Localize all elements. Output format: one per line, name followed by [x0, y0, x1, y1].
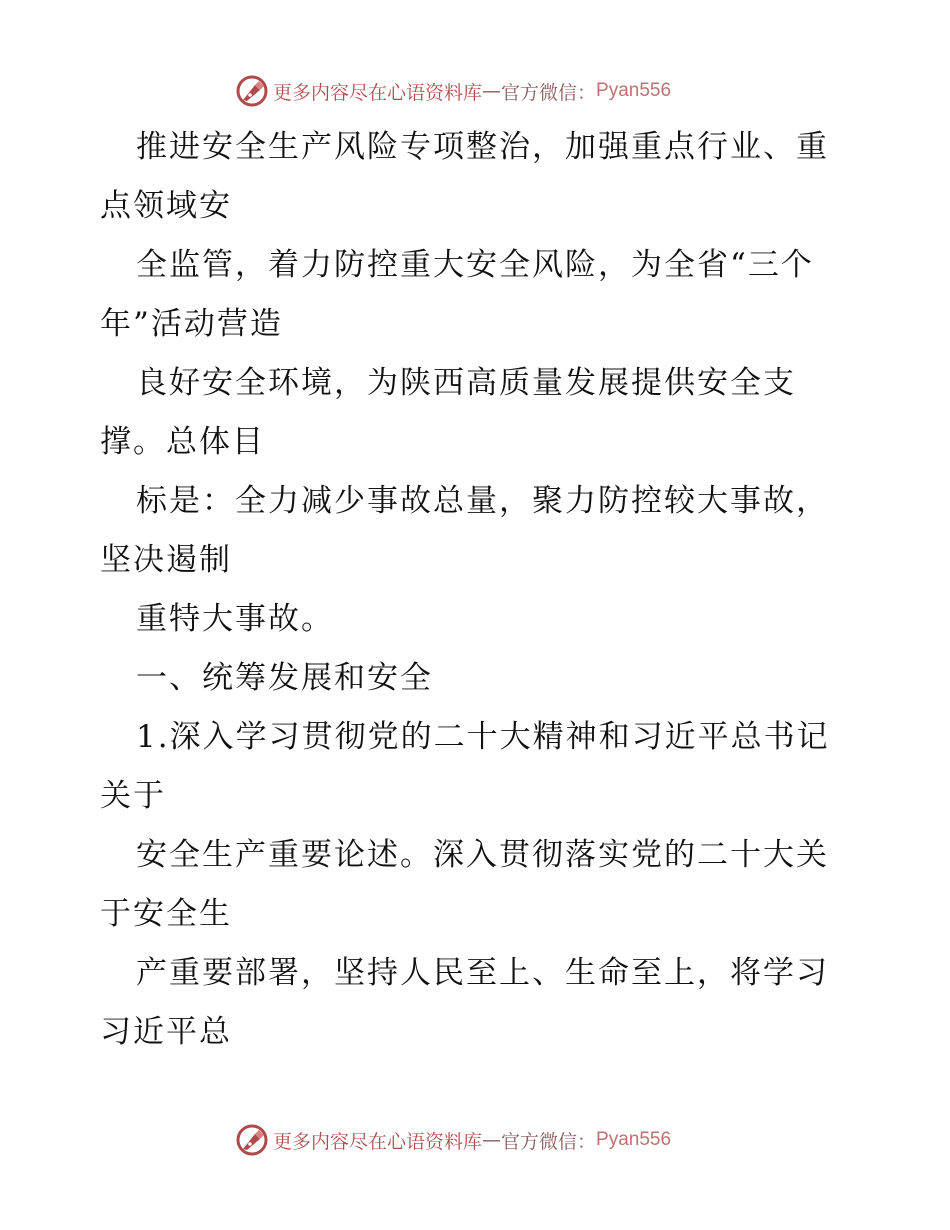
- watermark-site-text: 更多内容尽在心语资料库: [273, 81, 483, 104]
- watermark-site-text: 更多内容尽在心语资料库: [273, 1130, 483, 1153]
- body-line: 点领域安: [100, 188, 232, 224]
- body-line: 习近平总: [100, 1014, 232, 1050]
- body-line: 于安全生: [100, 896, 232, 932]
- body-line: 撑。总体目: [100, 424, 265, 460]
- body-line: 1.深入学习贯彻党的二十大精神和习近平总书记: [136, 719, 830, 755]
- body-line: 坚决遏制: [100, 542, 232, 578]
- body-line: 标是：全力减少事故总量，聚力防控较大事故，: [136, 483, 829, 519]
- header-watermark: [235, 73, 671, 109]
- body-line: 重特大事故。: [136, 601, 334, 637]
- body-line: 良好安全环境，为陕西高质量发展提供安全支: [136, 365, 796, 401]
- pen-nib-circle-icon: [235, 1123, 269, 1157]
- watermark-wechat-id: Pyan556: [596, 1129, 672, 1150]
- footer-watermark: [235, 1122, 671, 1158]
- body-line: 全监管，着力防控重大安全风险，为全省“三个: [136, 247, 814, 283]
- section-heading: 一、统筹发展和安全: [136, 660, 433, 696]
- watermark-wechat-label: 官方微信：: [501, 81, 597, 104]
- pen-nib-circle-icon: [235, 74, 269, 108]
- body-line: 安全生产重要论述。深入贯彻落实党的二十大关: [136, 837, 829, 873]
- document-body: [100, 118, 860, 1062]
- body-line: 产重要部署，坚持人民至上、生命至上，将学习: [136, 955, 829, 991]
- watermark-wechat-id: Pyan556: [596, 80, 672, 101]
- body-line: 关于: [100, 778, 166, 814]
- watermark-separator: —: [482, 80, 502, 102]
- body-line: 推进安全生产风险专项整治，加强重点行业、重: [136, 129, 829, 165]
- watermark-separator: —: [482, 1129, 502, 1151]
- body-line: 年”活动营造: [100, 306, 283, 342]
- watermark-wechat-label: 官方微信：: [501, 1130, 597, 1153]
